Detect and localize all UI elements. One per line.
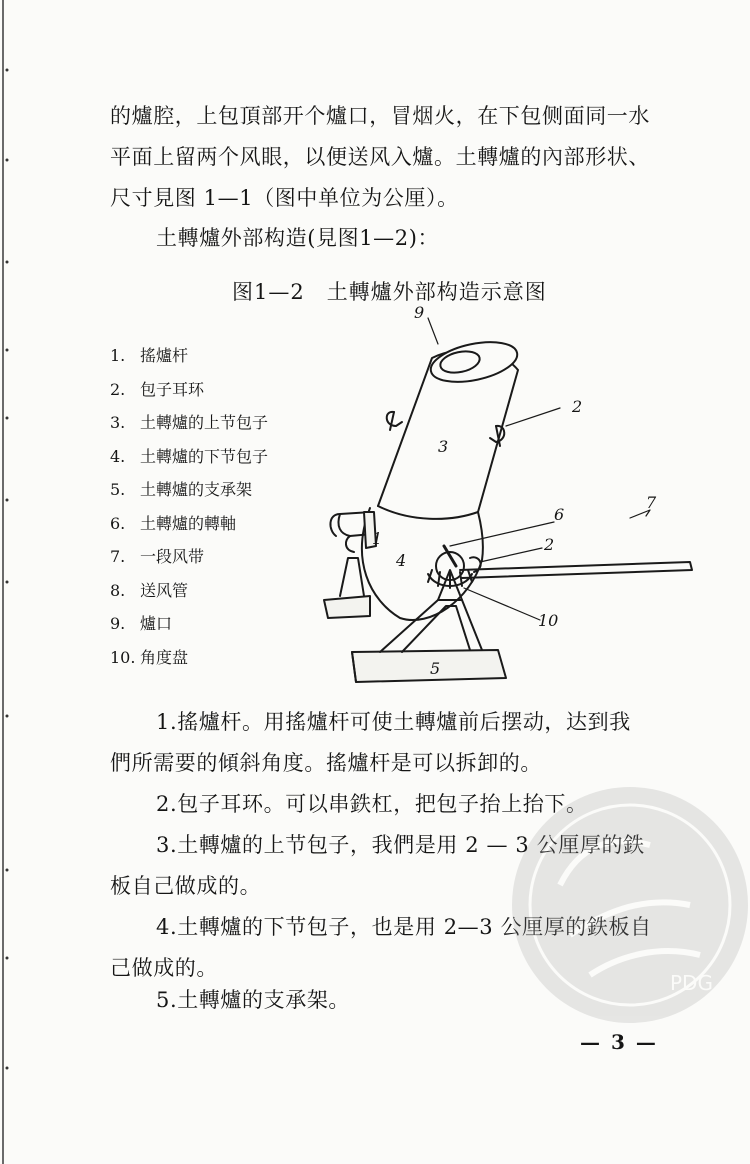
legend-number: 10.: [110, 647, 136, 667]
figure-legend: [110, 339, 268, 674]
legend-item: [110, 574, 268, 608]
label-6: 6: [554, 505, 565, 524]
legend-text: 爐口: [140, 614, 173, 633]
body-line: 己做成的。: [110, 956, 218, 980]
legend-number: 8.: [110, 580, 126, 600]
intro-line-3: 尺寸見图 1—1（图中单位为公厘）。: [110, 186, 459, 210]
converter-illustration: [310, 300, 710, 700]
legend-text: 搖爐杆: [140, 346, 189, 365]
legend-text: 土轉爐的轉軸: [140, 513, 237, 533]
body-line: 3.土轉爐的上节包子，我們是用 2 — 3 公厘厚的鉄: [156, 833, 645, 857]
page-number: — 3 —: [580, 1030, 658, 1054]
legend-item: [110, 406, 268, 440]
intro-line-1: 的爐腔，上包頂部开个爐口，冒烟火，在下包侧面同一水: [110, 104, 650, 128]
legend-item: [110, 641, 268, 675]
legend-number: 7.: [110, 547, 126, 566]
label-7: 7: [646, 493, 657, 512]
intro-line-2: 平面上留两个风眼，以便送风入爐。土轉爐的內部形状、: [110, 145, 650, 169]
legend-text: 一段风带: [140, 547, 205, 566]
legend-item: [110, 607, 268, 641]
legend-item: [110, 473, 268, 507]
label-3: 3: [438, 437, 449, 456]
body-paragraph-1: [110, 702, 700, 784]
legend-text: 土轉爐的上节包子: [140, 413, 269, 432]
legend-item: [110, 540, 268, 574]
legend-item: [110, 507, 268, 541]
body-line: 板自己做成的。: [110, 874, 262, 898]
legend-text: 送风管: [140, 580, 189, 600]
library-watermark: [500, 775, 750, 1035]
watermark-text: PDG: [670, 971, 713, 995]
legend-item: [110, 440, 268, 474]
legend-text: 土轉爐的支承架: [140, 480, 253, 499]
body-line: 1.搖爐杆。用搖爐杆可使土轉爐前后摆动，达到我: [156, 710, 631, 734]
label-5: 5: [430, 659, 441, 678]
legend-number: 6.: [110, 513, 126, 533]
support-stand: [380, 600, 482, 652]
label-1: 1: [372, 529, 383, 548]
legend-number: 1.: [110, 346, 126, 365]
base-plate: [352, 650, 506, 682]
legend-item: [110, 339, 268, 373]
legend-item: [110, 373, 268, 407]
label-2-upper: 2: [572, 397, 583, 416]
label-2-lower: 2: [544, 535, 555, 554]
legend-number: 9.: [110, 614, 126, 633]
legend-number: 3.: [110, 413, 126, 432]
legend-text: 土轉爐的下节包子: [140, 446, 269, 466]
body-line: 4.土轉爐的下节包子，也是用 2—3 公厘厚的鉄板自: [156, 915, 652, 939]
section-heading-block: [110, 218, 700, 259]
body-line: 們所需要的傾斜角度。搖爐杆是可以拆卸的。: [110, 751, 542, 775]
legend-number: 5.: [110, 480, 126, 499]
legend-number: 2.: [110, 379, 126, 399]
label-10: 10: [538, 611, 559, 630]
body-line: 5.土轉爐的支承架。: [156, 988, 351, 1012]
label-9: 9: [414, 303, 425, 322]
margin-marks: [0, 0, 14, 1164]
body-line: 2.包子耳环。可以串鉄杠，把包子抬上抬下。: [156, 792, 588, 816]
figure-caption: 图1—2 土轉爐外部构造示意图: [232, 280, 547, 304]
intro-paragraph: [110, 96, 700, 219]
legend-text: 角度盘: [140, 647, 189, 667]
legend-text: 包子耳环: [140, 379, 205, 399]
legend-number: 4.: [110, 446, 126, 466]
rocking-lever: [460, 562, 692, 578]
label-4: 4: [396, 551, 407, 570]
section-heading: 土轉爐外部构造(見图1—2)：: [156, 226, 440, 250]
